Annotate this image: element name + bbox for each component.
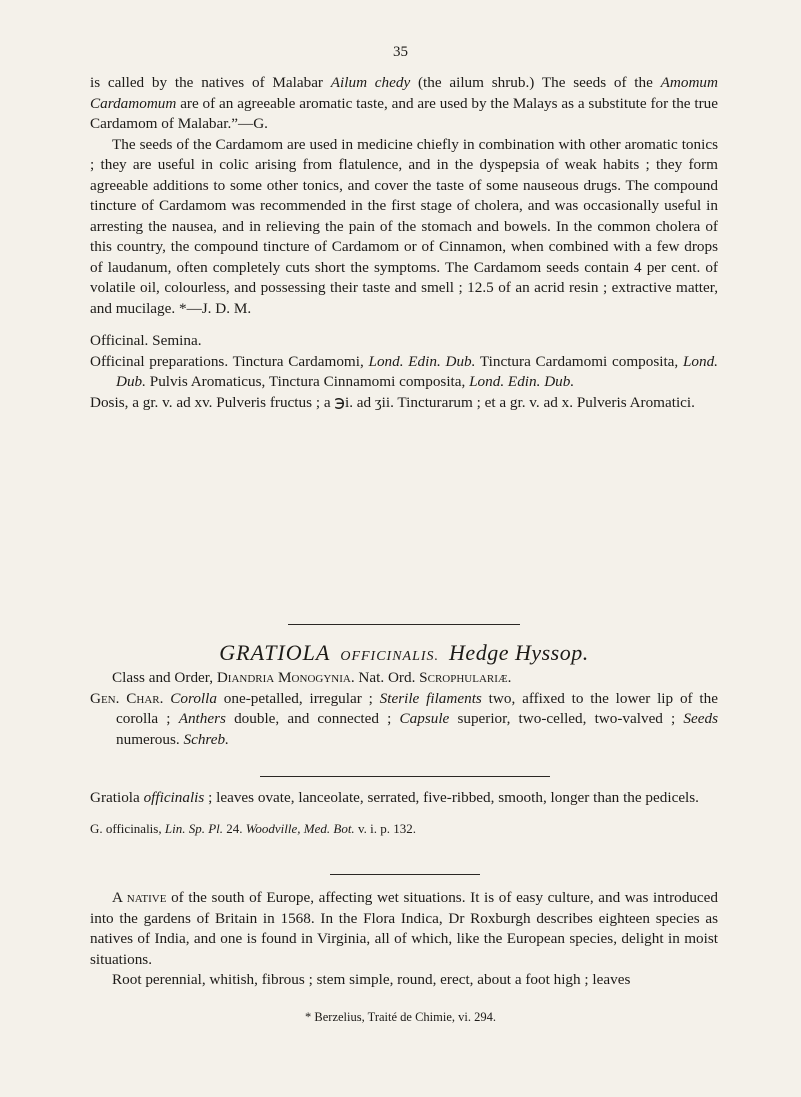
italic-run: Lond. Edin. Dub.	[368, 352, 476, 370]
officinal-line	[90, 331, 718, 352]
italic-run: Anthers	[178, 710, 226, 727]
paragraph-cardamom-uses: The seeds of the Cardamom are used in medicine chiefly in combination with other aromatic tonics ; they are useful in colic arising from flatulence, and in the dyspepsia of weak habits ; they form agreeable additions to some other tonics, and cover the taste of some nauseous drugs. The compound tincture of Cardamom was recommended in the first stage of cholera, and was occasionally useful in arresting the nausea, and in relieving the pain of the stomach and bowels. In the common cholera of this country, the compound tincture of Cardamom or of Cinnamon, when combined with a few drops of laudanum, often completely cuts short the symptoms. The Cardamom seeds contain 4 per cent. of volatile oil, colourless, and possessing their taste and smell ; 12.5 of an acrid resin ; extractive matter, and mucilage. *—J. D. M.	[90, 135, 718, 317]
smallcaps-run: Diandria Monogynia.	[216, 669, 355, 686]
text-run: of the south of Europe, affecting wet situations. It is of easy culture, and was introduced into the gardens of Britain in 1568. In the Flora Indica, Dr Roxburgh describes eighteen species as natives of India, and one is found in Virginia, all of which, like the European species, delight in moist situations.	[90, 889, 718, 968]
section-divider	[260, 776, 550, 777]
section-divider	[288, 624, 520, 625]
text-run: 24.	[223, 820, 246, 836]
root-paragraph: Root perennial, whitish, fibrous ; stem simple, round, erect, about a foot high ; leaves	[112, 971, 631, 988]
native-paragraph	[90, 888, 718, 970]
text-run: numerous.	[116, 730, 184, 748]
species-heading	[90, 640, 718, 666]
italic-run: Sterile filaments	[379, 689, 482, 707]
italic-run: Amomum Cardamomum	[90, 74, 718, 112]
dosis-line: Dosis, a gr. v. ad xv. Pulveris fructus ; a ℈i. ad ʒii. Tincturarum ; et a gr. v. ad x. Pulveris Aromatici.	[90, 393, 695, 411]
italic-run: Lond. Edin. Dub.	[469, 373, 575, 390]
text-run: Gratiola	[90, 789, 144, 806]
text-run: v. i. p. 132.	[354, 820, 416, 836]
text-run: double, and connected ;	[225, 710, 400, 727]
common-name: Hedge Hyssop.	[449, 640, 589, 665]
italic-run: Seeds	[683, 710, 719, 727]
synonyms-line	[90, 819, 718, 840]
italic-run: Ailum chedy	[330, 74, 411, 91]
generic-character	[90, 689, 718, 751]
text-run: Class and Order,	[112, 669, 217, 686]
text-run: Pulvis Aromaticus, Tinctura Cinnamomi composita,	[145, 373, 470, 390]
section-divider	[330, 874, 480, 875]
gen-char-label: Gen. Char.	[90, 689, 164, 707]
officinal-preparations	[90, 352, 718, 393]
footnote: * Berzelius, Traité de Chimie, vi. 294.	[305, 1010, 496, 1024]
prep-label: Officinal preparations.	[90, 352, 229, 370]
smallcaps-run: Scrophulariæ.	[419, 669, 512, 686]
italic-run: Lond. Dub.	[116, 352, 718, 390]
italic-run: Corolla	[170, 689, 217, 707]
continuation-text	[90, 73, 718, 413]
text-run: Nat. Ord.	[354, 669, 420, 686]
species-epithet: OFFICINALIS.	[340, 649, 440, 664]
page-number: 35	[393, 44, 408, 60]
italic-run: Capsule	[399, 710, 450, 727]
italic-run: Woodville, Med. Bot.	[245, 820, 355, 836]
native-block	[90, 888, 718, 991]
text-run: Tinctura Cardamomi composita,	[475, 352, 683, 370]
italic-run: Lin. Sp. Pl.	[164, 820, 224, 836]
text-run: G. officinalis,	[90, 820, 165, 836]
text-run: are of an agreeable aromatic taste, and are used by the Malays as a substitute for the true Cardamom of Malabar.”—G.	[90, 94, 718, 132]
text-run: superior, two-celled, two-valved ;	[449, 710, 684, 727]
italic-run: Schreb.	[183, 730, 229, 748]
italic-run: officinalis	[143, 789, 205, 806]
text-run: (the ailum shrub.) The seeds of the	[410, 74, 661, 91]
text-run: two, affixed to the lower lip of the corolla ;	[116, 689, 718, 727]
text-run: ; leaves ovate, lanceolate, serrated, five-ribbed, smooth, longer than the pedicels.	[204, 789, 699, 806]
text-run: Tinctura Cardamomi,	[232, 352, 369, 370]
species-description	[90, 788, 718, 809]
text-run: is called by the natives of Malabar	[90, 74, 331, 91]
officinal-label: Officinal.	[90, 332, 149, 349]
paragraph-continuation	[90, 73, 718, 135]
text-run: one-petalled, irregular ;	[216, 689, 380, 707]
genus-name: GRATIOLA	[219, 640, 331, 665]
class-order-line	[90, 668, 718, 689]
species-description-block	[90, 788, 718, 839]
officinal-value: Semina.	[152, 332, 202, 349]
smallcaps-run: A native	[112, 889, 167, 906]
classification-block	[90, 668, 718, 750]
